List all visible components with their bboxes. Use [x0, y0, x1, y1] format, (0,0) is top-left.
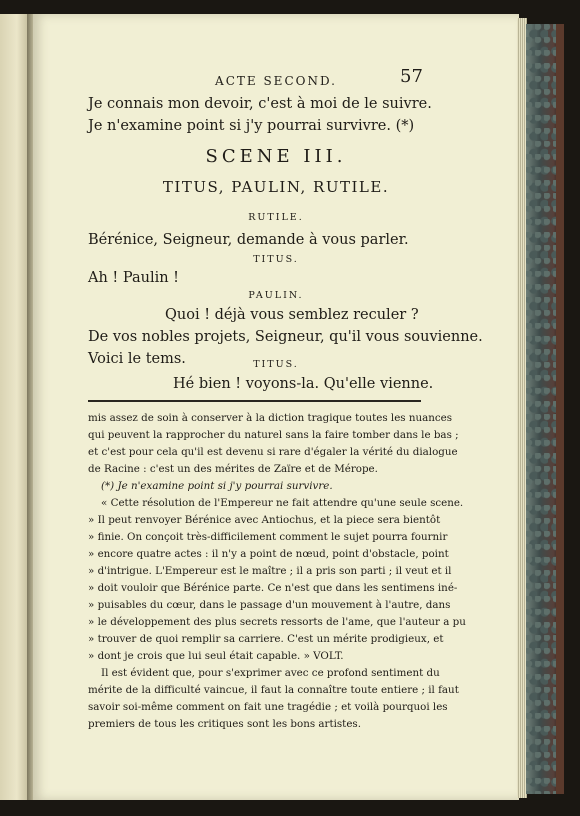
verse-line: Je n'examine point si j'y pourrai survivre. (*) — [88, 118, 415, 134]
note-line: » d'intrigue. L'Empereur est le maître ; il a pris son parti ; il veut et il — [88, 565, 452, 577]
note-line: mérite de la difficulté vaincue, il faut la connaître toute entiere ; il faut — [88, 684, 459, 696]
speaker-name: TITUS. — [253, 359, 299, 370]
verse-line: Quoi ! déjà vous semblez reculer ? — [165, 307, 419, 323]
note-line: Il est évident que, pour s'exprimer avec ce profond sentiment du — [101, 667, 440, 679]
scene-characters: TITUS, PAULIN, RUTILE. — [162, 178, 390, 196]
verse-line: Hé bien ! voyons-la. Qu'elle vienne. — [173, 376, 434, 392]
scene-title: SCENE III. — [205, 146, 347, 167]
page-text — [33, 14, 519, 800]
book-cover-board — [526, 24, 560, 794]
verse-line: De vos nobles projets, Seigneur, qu'il vous souvienne. — [88, 329, 483, 345]
note-line: » puisables du cœur, dans le passage d'un mouvement à l'autre, dans — [88, 599, 451, 611]
verse-line: Je connais mon devoir, c'est à moi de le suivre. — [88, 96, 432, 112]
note-line: » finie. On conçoit très-difficilement comment le sujet pourra fournir — [88, 531, 448, 543]
verse-line: Bérénice, Seigneur, demande à vous parler. — [88, 232, 409, 248]
note-line: » le développement des plus secrets ressorts de l'ame, que l'auteur a pu — [88, 616, 466, 628]
note-line: « Cette résolution de l'Empereur ne fait attendre qu'une seule scene. — [101, 497, 464, 509]
note-line: savoir soi-même comment on fait une tragédie ; et voilà pourquoi les — [88, 701, 448, 713]
note-line: » doit vouloir que Bérénice parte. Ce n'est que dans les sentimens iné- — [88, 582, 458, 594]
note-line: » dont je crois que lui seul était capable. » VOLT. — [88, 650, 344, 662]
speaker-name: TITUS. — [253, 254, 299, 265]
note-line: » Il peut renvoyer Bérénice avec Antiochus, et la piece sera bientôt — [88, 514, 441, 526]
verse-line: Voici le tems. — [88, 351, 186, 367]
note-line: (*) Je n'examine point si j'y pourrai survivre. — [101, 480, 333, 492]
page-number: 57 — [400, 66, 423, 87]
running-header: ACTE SECOND. — [215, 74, 337, 88]
separator-rule — [88, 400, 421, 402]
note-line: » encore quatre actes : il n'y a point de nœud, point d'obstacle, point — [88, 548, 449, 560]
note-line: qui peuvent la rapprocher du naturel sans la faire tomber dans le bas ; — [88, 429, 459, 441]
note-line: et c'est pour cela qu'il est devenu si rare d'égaler la vérité du dialogue — [88, 446, 458, 458]
left-page-edge — [0, 14, 29, 800]
book-cover-rim — [556, 24, 564, 794]
note-line: premiers de tous les critiques sont les bons artistes. — [88, 718, 361, 730]
speaker-name: PAULIN. — [248, 290, 304, 301]
note-line: » trouver de quoi remplir sa carriere. C'est un mérite prodigieux, et — [88, 633, 444, 645]
page — [33, 14, 519, 800]
note-line: de Racine : c'est un des mérites de Zaïre et de Mérope. — [88, 463, 378, 475]
note-line: mis assez de soin à conserver à la diction tragique toutes les nuances — [88, 412, 453, 424]
speaker-name: RUTILE. — [248, 212, 304, 223]
verse-line: Ah ! Paulin ! — [88, 270, 179, 286]
